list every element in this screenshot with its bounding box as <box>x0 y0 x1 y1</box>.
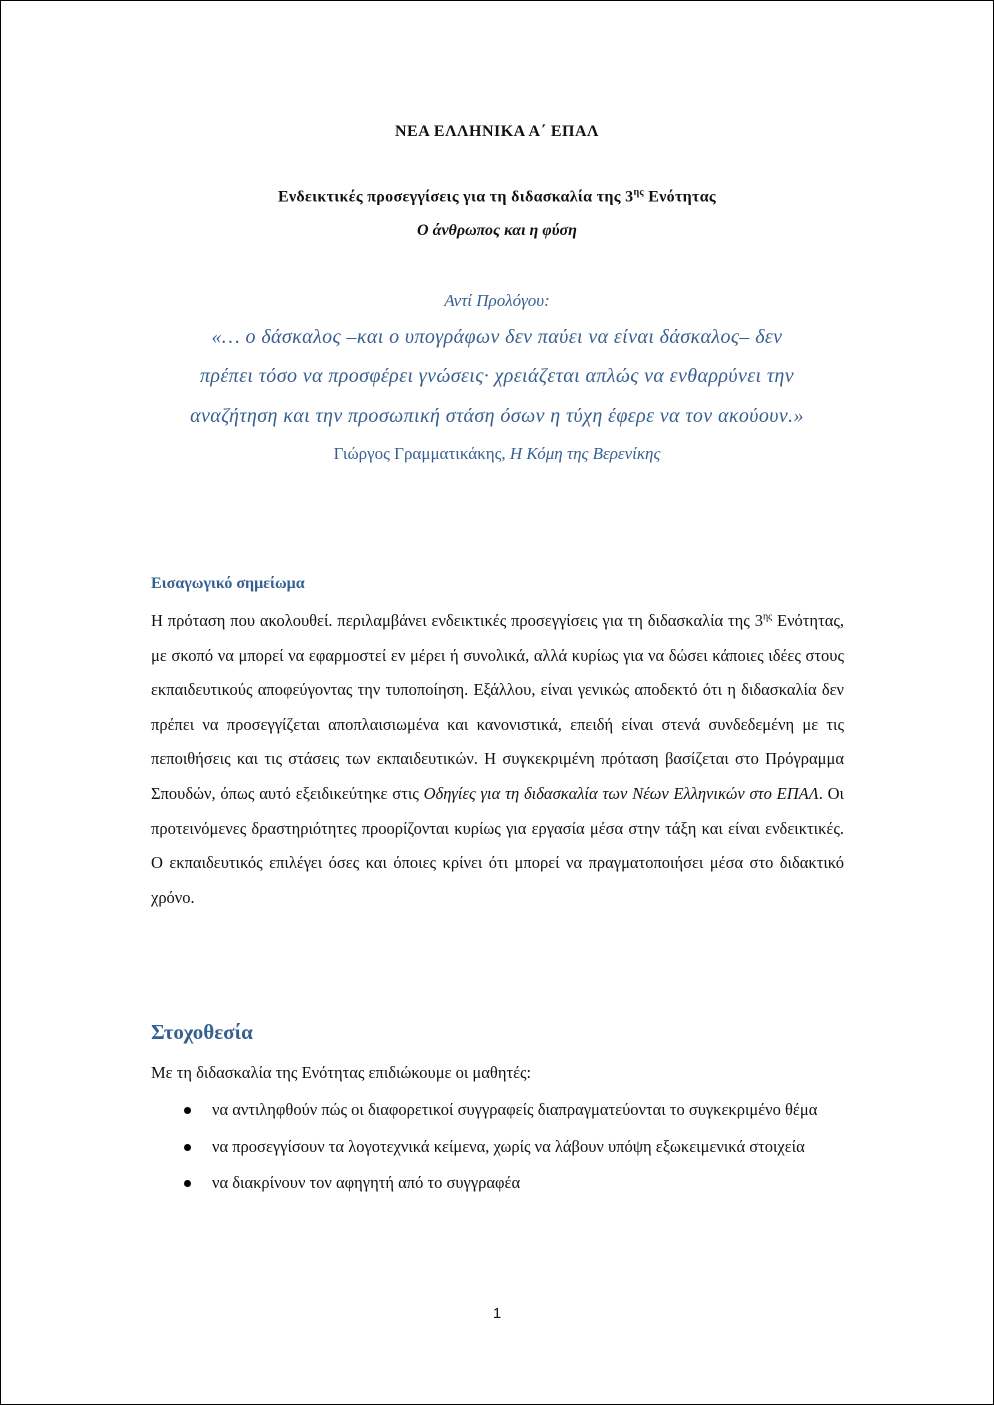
goals-heading: Στοχοθεσία <box>151 1020 253 1044</box>
unit-title: Ο άνθρωπος και η φύση <box>417 222 577 239</box>
intro-text-1: Η πρόταση που ακολουθεί. περιλαμβάνει ενδεικτικές προσεγγίσεις για τη διδασκαλία της 3 <box>151 611 763 630</box>
document-subtitle <box>1 187 993 206</box>
epigraph-separator: , <box>501 444 510 463</box>
bullet-dot-icon <box>184 1144 191 1151</box>
intro-italic-reference: Οδηγίες για τη διδασκαλία των Νέων Ελληνικών στο ΕΠΑΛ <box>423 783 819 803</box>
document-title: ΝΕΑ ΕΛΛΗΝΙΚΑ Α΄ ΕΠΑΛ <box>395 123 599 140</box>
intro-text-2: Ενότητας, με σκοπό να μπορεί να εφαρμοστεί εν μέρει ή συνολικά, αλλά κυρίως για να δώσει κάποιες ιδέες στους εκπαιδευτικούς αποφεύγοντας την τυποποίηση. Εξάλλου, είναι γενικώς αποδεκτό ότι η διδασκαλία δεν πρέπει να προσεγγίζεται αποπλαισιωμένα και κανονιστικά, επειδή είναι στενά συνδεδεμένη με τις πεποιθήσεις και τις στάσεις των εκπαιδευτικών. Η συγκεκριμένη πρόταση βασίζεται στο Πρόγραμμα Σπουδών, όπως αυτό εξειδικεύτηκε στις <box>151 611 844 803</box>
epigraph-book: Η Κόμη της Βερενίκης <box>509 444 661 463</box>
intro-heading: Εισαγωγικό σημείωμα <box>151 575 305 592</box>
subtitle-text-before: Ενδεικτικές προσεγγίσεις για τη διδασκαλία της 3 <box>278 188 634 206</box>
bullet-dot-icon <box>184 1107 191 1114</box>
goals-list <box>151 1093 844 1203</box>
epigraph-author: Γιώργος Γραμματικάκης <box>333 444 502 463</box>
subtitle-text-after: Ενότητας <box>643 188 716 206</box>
epigraph-line-3: αναζήτηση και την προσωπική στάση όσων η τύχη έφερε να τον ακούουν.» <box>190 405 804 427</box>
intro-superscript: ης <box>762 611 773 623</box>
bullet-dot-icon <box>184 1180 191 1187</box>
page-number: 1 <box>492 1305 502 1322</box>
goal-item-2 <box>151 1130 844 1165</box>
goal-text-1: να αντιληφθούν πώς οι διαφορετικοί συγγραφείς διαπραγματεύονται το συγκεκριμένο θέμα <box>212 1100 818 1119</box>
goal-text-3: να διακρίνουν τον αφηγητή από το συγγραφέα <box>212 1173 521 1193</box>
goals-lead: Με τη διδασκαλία της Ενότητας επιδιώκουμε οι μαθητές: <box>151 1063 532 1082</box>
intro-paragraph <box>151 604 844 915</box>
subtitle-superscript: ης <box>633 187 644 198</box>
epigraph-line-1: «… ο δάσκαλος –και ο υπογράφων δεν παύει να είναι δάσκαλος– δεν <box>211 326 783 348</box>
epigraph-label: Αντί Προλόγου: <box>444 291 550 310</box>
goal-item-1 <box>151 1093 844 1128</box>
goal-item-3 <box>151 1166 844 1201</box>
epigraph-line-2: πρέπει τόσο να προσφέρει γνώσεις· χρειάζεται απλώς να ενθαρρύνει την <box>199 365 795 387</box>
epigraph-attribution <box>1 444 993 464</box>
goal-text-2: να προσεγγίσουν τα λογοτεχνικά κείμενα, χωρίς να λάβουν υπόψη εξωκειμενικά στοιχεία <box>212 1136 805 1156</box>
intro-text-3: . Οι προτεινόμενες δραστηριότητες προορίζονται κυρίως για εργασία μέσα στην τάξη και είναι ενδεικτικές. Ο εκπαιδευτικός επιλέγει όσες και όποιες κρίνει ότι μπορεί να πραγματοποιήσει μέσα στο διδακτικό χρόνο. <box>151 783 844 907</box>
